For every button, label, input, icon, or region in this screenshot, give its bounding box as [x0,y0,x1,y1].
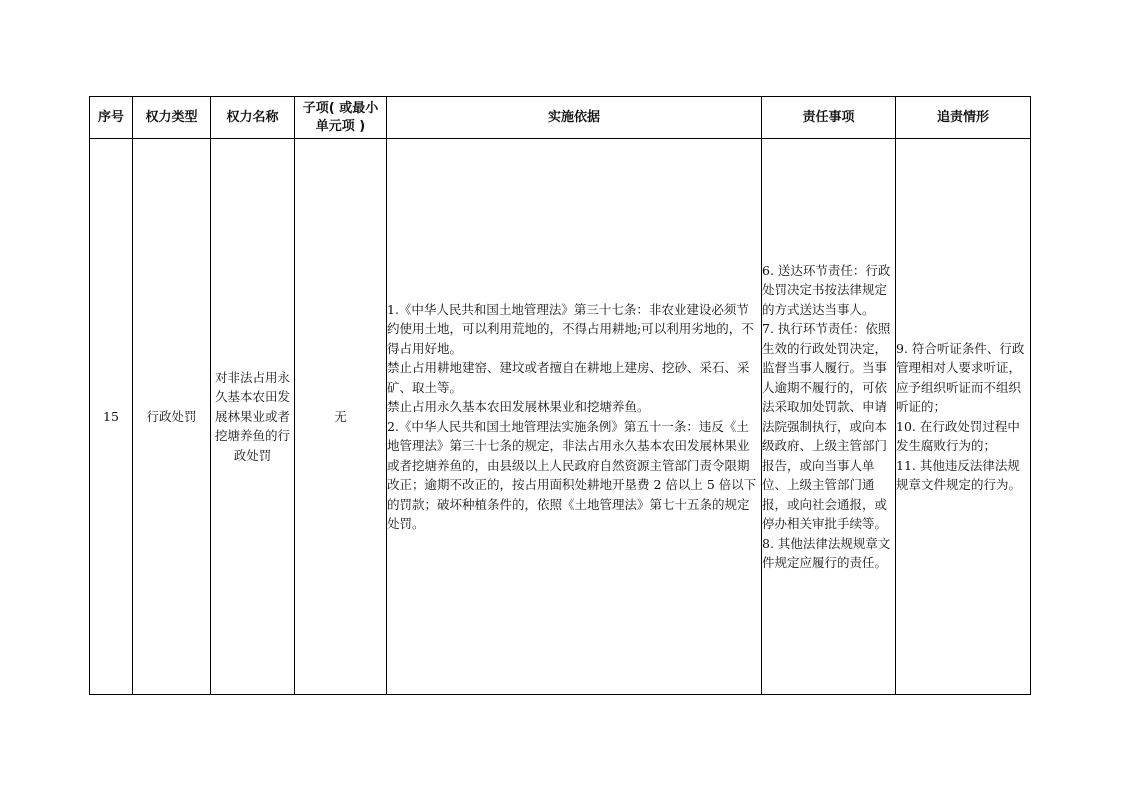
header-seq: 序号 [90,97,133,139]
header-sub-item [295,97,387,139]
basis-paragraph-1: 1.《中华人民共和国土地管理法》第三十七条：非农业建设必须节约使用土地，可以利用荒地的，不得占用耕地;可以利用劣地的，不得占用好地。 [387,301,754,356]
header-power-name: 权力名称 [211,97,295,139]
cell-sub-item: 无 [295,139,387,695]
accountability-item-11: 11. 其他违反法律法规规章文件规定的行为。 [896,457,1022,492]
power-list-table [89,96,1031,695]
cell-power-name [211,139,295,695]
cell-seq: 15 [90,139,133,695]
cell-duty [762,139,896,695]
duty-item-7: 7. 执行环节责任：依照生效的行政处罚决定，监督当事人履行。当事人逾期不履行的，可依法采取加处罚款、申请法院强制执行，或向本级政府、上级主管部门报告，或向当事人单位、上级主管部门通报，或向社会通报，或停办相关审批手续等。 [762,321,891,531]
basis-paragraph-4: 2.《中华人民共和国土地管理法实施条例》第五十一条：违反《土地管理法》第三十七条的规定，非法占用永久基本农田发展林果业或者挖塘养鱼的，由县级以上人民政府自然资源主管部门责令限期改正；逾期不改正的，按占用面积处耕地开垦费 2 倍以上 5 倍以下的罚款；破坏种植条件的，依照《土地管理法》第七十五条的规定处罚。 [387,418,757,531]
cell-legal-basis [387,139,762,695]
header-legal-basis: 实施依据 [387,97,762,139]
header-sub-item-line2: 单元项 ) [315,118,366,134]
basis-paragraph-2: 禁止占用耕地建窑、建坟或者擅自在耕地上建房、挖砂、采石、采矿、取土等。 [387,360,750,395]
header-duty: 责任事项 [762,97,896,139]
cell-accountability [896,139,1031,695]
cell-power-type: 行政处罚 [133,139,211,695]
duty-item-8: 8. 其他法律法规规章文件规定应履行的责任。 [762,535,891,570]
header-power-type: 权力类型 [133,97,211,139]
duty-item-6: 6. 送达环节责任：行政处罚决定书按法律规定的方式送达当事人。 [762,262,891,317]
header-sub-item-line1: 子项( 或最小 [302,100,379,116]
accountability-item-9: 9. 符合听证条件、行政管理相对人要求听证，应予组织听证而不组织听证的； [896,340,1025,414]
basis-paragraph-3: 禁止占用永久基本农田发展林果业和挖塘养鱼。 [387,399,650,414]
accountability-item-10: 10. 在行政处罚过程中发生腐败行为的； [896,418,1020,453]
power-name-text: 对非法占用永久基本农田发展林果业或者挖塘养鱼的行政处罚 [214,369,290,463]
header-accountability: 追责情形 [896,97,1031,139]
header-row [90,97,1031,139]
table-row [90,139,1031,695]
